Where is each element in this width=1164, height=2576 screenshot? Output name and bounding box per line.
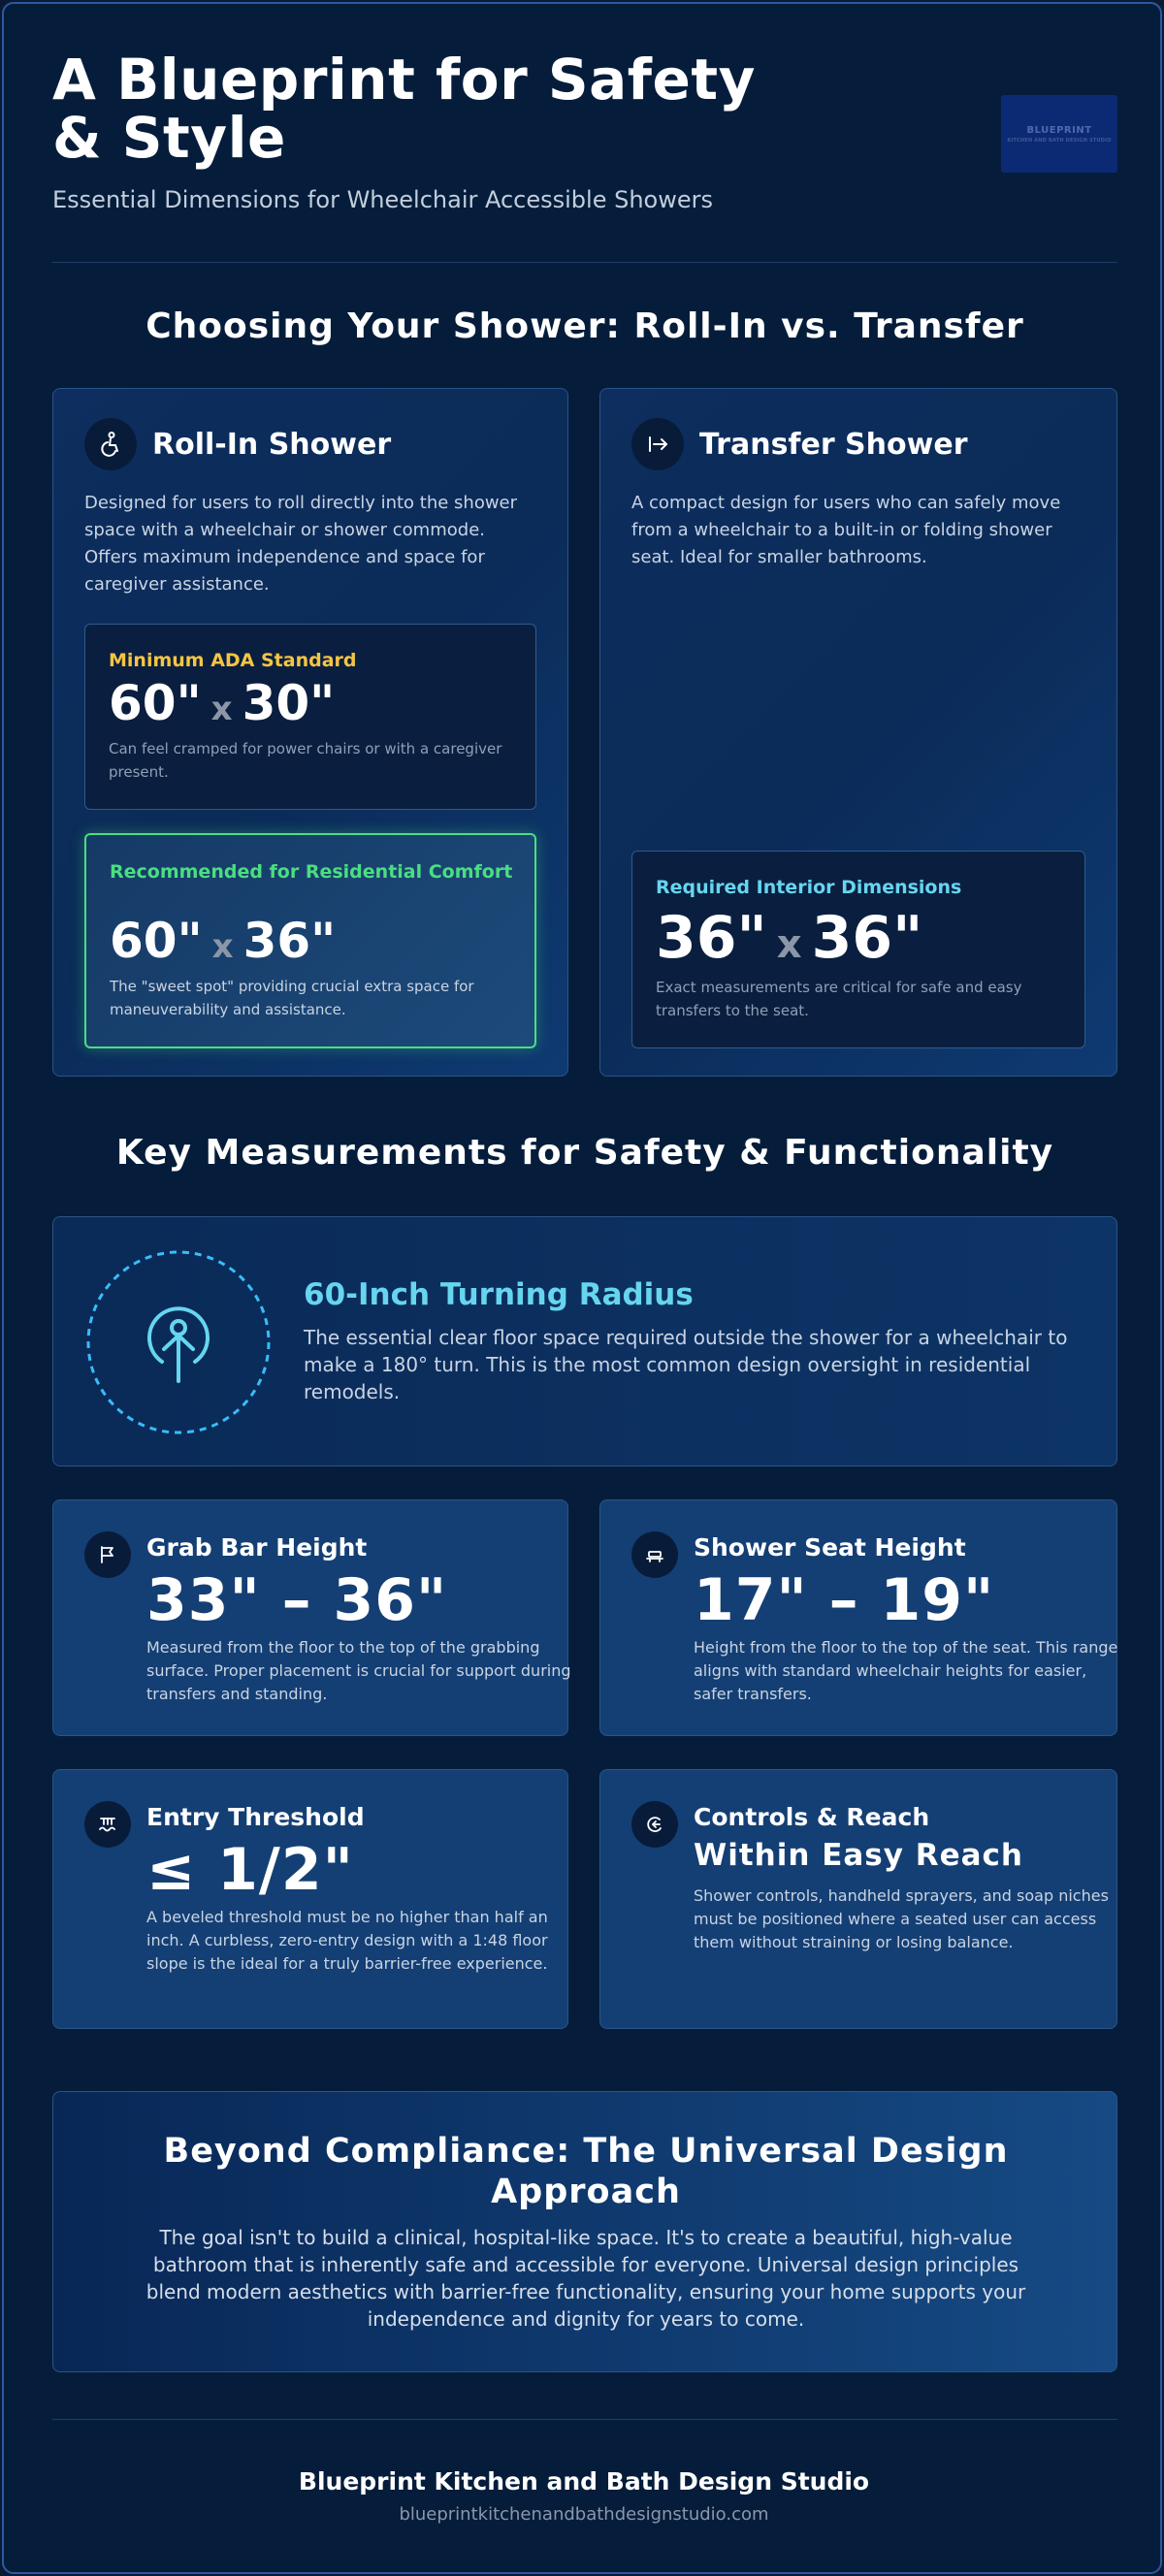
seat-height-card (599, 1499, 1117, 1736)
threshold-description: A beveled threshold must be no higher than half an inch. A curbless, zero-entry design with a 1:48 floor slope is the ideal for a truly barrier-free experience. (146, 1908, 548, 1973)
threshold-title: Entry Threshold (146, 1803, 365, 1831)
threshold-card (52, 1769, 568, 2029)
wheelchair-turn-icon (86, 1250, 271, 1434)
controls-reach-card (599, 1769, 1117, 2029)
roll-in-card (52, 388, 568, 1077)
required-label: Required Interior Dimensions (656, 877, 962, 898)
flag-icon (84, 1531, 131, 1578)
page-subtitle: Essential Dimensions for Wheelchair Accessible Showers (52, 186, 713, 213)
header (52, 47, 1117, 264)
required-width: 36" (656, 904, 767, 972)
dimension-separator: x (211, 927, 234, 966)
dimension-separator: x (210, 690, 233, 728)
controls-reach-title: Controls & Reach (694, 1803, 930, 1831)
controls-reach-description: Shower controls, handheld sprayers, and soap niches must be positioned where a seated user can access them without straining or losing balance. (694, 1886, 1109, 1951)
turning-radius-card (52, 1216, 1117, 1466)
logo-text: BLUEPRINT (1026, 124, 1092, 136)
roll-in-title: Roll-In Shower (152, 427, 392, 462)
minimum-width: 60" (109, 675, 202, 731)
wheelchair-icon (84, 418, 137, 470)
transfer-title: Transfer Shower (699, 427, 968, 462)
universal-design-description: The goal isn't to build a clinical, hospital-like space. It's to create a beautiful, high-value bathroom that is inherently safe and accessible for everyone. Universal design principles blend modern aesthetics with barrier-free functionality, ensuring your home supports your independence and dignity for years to come. (146, 2226, 1026, 2331)
minimum-dimensions (109, 675, 335, 731)
transfer-header (631, 418, 968, 470)
footer-studio-name: Blueprint Kitchen and Bath Design Studio (298, 2467, 870, 2496)
logo-subtext: KITCHEN AND BATH DESIGN STUDIO (1007, 137, 1112, 144)
universal-design-card (52, 2091, 1117, 2372)
minimum-label: Minimum ADA Standard (109, 650, 357, 671)
required-note: Exact measurements are critical for safe and easy transfers to the seat. (656, 979, 1022, 1019)
threshold-value: ≤ 1/2" (146, 1836, 354, 1904)
roll-in-header (84, 418, 391, 470)
seat-height-description: Height from the floor to the top of the seat. This range aligns with standard wheelchair heights for easier, safer transfers. (694, 1638, 1118, 1703)
grab-bar-description: Measured from the floor to the top of the grabbing surface. Proper placement is crucial for support during transfers and standing. (146, 1638, 571, 1703)
grab-bar-card (52, 1499, 571, 1736)
recommended-box (84, 833, 536, 1048)
turning-radius-title: 60-Inch Turning Radius (304, 1277, 694, 1312)
grab-bar-title: Grab Bar Height (146, 1533, 368, 1562)
transfer-description: A compact design for users who can safely move from a wheelchair to a built-in or folding shower seat. Ideal for smaller bathrooms. (631, 493, 1061, 567)
required-depth: 36" (811, 904, 923, 972)
dimension-separator: x (776, 922, 802, 967)
recommended-note: The "sweet spot" providing crucial extra space for maneuverability and assistance. (110, 978, 474, 1018)
minimum-note: Can feel cramped for power chairs or with a caregiver present. (109, 740, 502, 781)
minimum-ada-box (84, 624, 536, 810)
threshold-icon (84, 1801, 131, 1848)
recommended-label: Recommended for Residential Comfort (110, 861, 513, 883)
turning-radius-description: The essential clear floor space required outside the shower for a wheelchair to make a 180° turn. This is the most common design oversight in residential remodels. (304, 1326, 1068, 1403)
footer-url[interactable]: blueprintkitchenandbathdesignstudio.com (399, 2504, 769, 2525)
minimum-depth: 30" (242, 675, 336, 731)
recommended-depth: 36" (242, 913, 337, 969)
recommended-dimensions (110, 913, 336, 969)
transfer-card (599, 388, 1117, 1077)
infographic-frame (2, 2, 1162, 2574)
universal-design-title: Beyond Compliance: The Universal Design Approach (163, 2132, 1009, 2211)
page-title: A Blueprint for Safety & Style (52, 47, 756, 171)
controls-reach-value: Within Easy Reach (694, 1838, 1024, 1873)
seat-icon (631, 1531, 678, 1578)
required-dimensions-box (631, 851, 1085, 1048)
recommended-width: 60" (110, 913, 203, 969)
seat-height-value: 17" – 19" (694, 1566, 995, 1634)
studio-logo (1001, 95, 1117, 173)
section-title-measurements: Key Measurements for Safety & Functionality (115, 1133, 1054, 1173)
divider (52, 262, 1117, 263)
section-title-choosing: Choosing Your Shower: Roll-In vs. Transfer (146, 306, 1024, 346)
roll-in-description: Designed for users to roll directly into the shower space with a wheelchair or shower commode. Offers maximum independence and space for caregiver assistance. (84, 493, 518, 595)
grab-bar-value: 33" – 36" (146, 1566, 448, 1634)
seat-height-title: Shower Seat Height (694, 1533, 966, 1562)
required-dimensions (656, 904, 922, 972)
divider (52, 2419, 1117, 2420)
transfer-arrow-icon (631, 418, 684, 470)
reach-icon (631, 1801, 678, 1848)
